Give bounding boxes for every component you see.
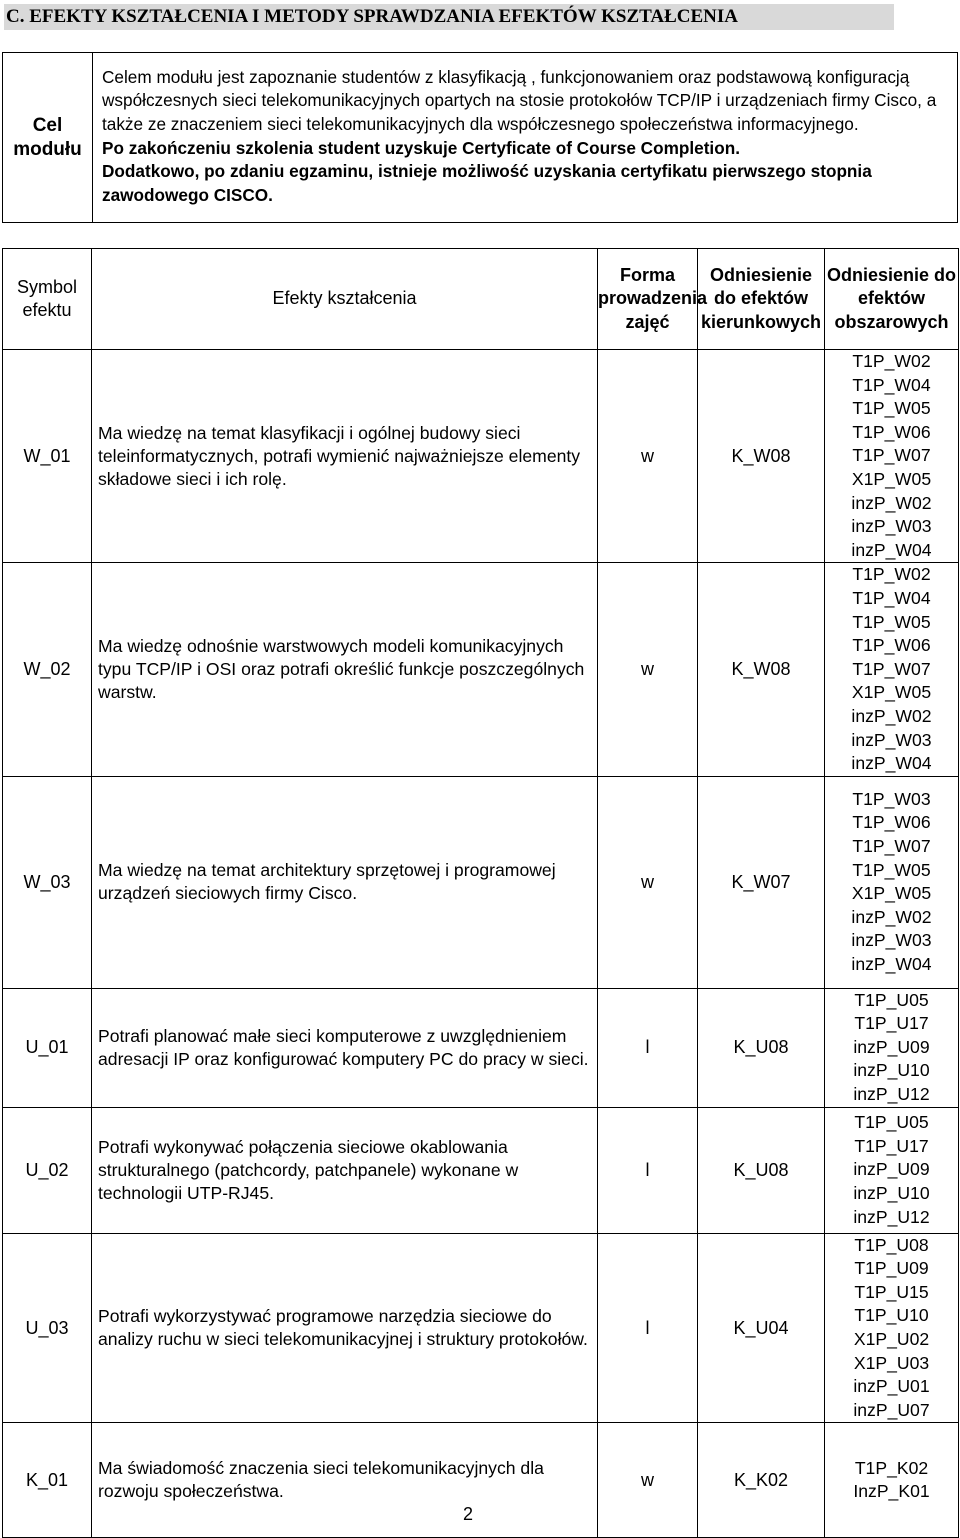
effect-description: Potrafi wykonywać połączenia sieciowe okablowania strukturalnego (patchcordy, patchpanele) wykonane w technologii UTP-RJ45. xyxy=(92,1107,598,1233)
area-effect-code: T1P_U05 xyxy=(854,989,929,1010)
area-effect-refs xyxy=(825,350,959,563)
area-effect-code: X1P_U03 xyxy=(853,1352,930,1373)
header-direction: Odniesienie do efektów kierunkowych xyxy=(698,249,825,350)
area-effect-code: inzP_U10 xyxy=(853,1060,930,1081)
direction-effect-ref: K_U08 xyxy=(698,988,825,1107)
direction-effect-ref: K_W07 xyxy=(698,776,825,988)
goal-text: Celem modułu jest zapoznanie studentów z klasyfikacją , funkcjonowaniem oraz podstawową konfiguracją współczesnych sieci telekomunikacyjnych opartych na stosie protokołów TCP/IP i urządzeniach firmy Cisco, a także ze znaczeniem sieci telekomunikacyjnych dla współczesnego społeczeństwa informacyjnego. xyxy=(102,66,937,134)
area-effect-refs xyxy=(825,1423,959,1538)
area-effect-code: T1P_W04 xyxy=(852,374,931,395)
area-effect-code: T1P_U10 xyxy=(854,1305,929,1326)
table-row xyxy=(3,350,959,563)
area-effect-code: inzP_W04 xyxy=(851,953,932,974)
area-effect-code: inzP_W03 xyxy=(851,729,932,750)
area-effect-code: T1P_W02 xyxy=(852,351,931,371)
section-title: C. EFEKTY KSZTAŁCENIA I METODY SPRAWDZANIA EFEKTÓW KSZTAŁCENIA xyxy=(4,4,894,30)
area-effect-code: T1P_U17 xyxy=(854,1135,929,1156)
area-effect-code: T1P_K02 xyxy=(854,1457,929,1478)
area-effect-code: inzP_W02 xyxy=(851,492,932,513)
area-effect-code: T1P_W07 xyxy=(852,658,931,679)
area-effect-code: T1P_W05 xyxy=(852,398,931,419)
goal-description xyxy=(93,53,958,223)
area-effect-code: T1P_W04 xyxy=(852,587,931,608)
page-number: 2 xyxy=(463,1504,474,1524)
area-effect-code: T1P_W07 xyxy=(852,445,931,466)
direction-effect-ref: K_U04 xyxy=(698,1233,825,1423)
area-effect-code: inzP_U09 xyxy=(853,1036,930,1057)
area-effect-code: T1P_U08 xyxy=(854,1234,929,1255)
table-row xyxy=(3,988,959,1107)
area-effect-code: inzP_W03 xyxy=(851,516,932,537)
module-goal-table xyxy=(2,52,958,223)
effect-description: Potrafi wykorzystywać programowe narzędzia sieciowe do analizy ruchu w sieci telekomunikacyjnej i struktury protokołów. xyxy=(92,1233,598,1423)
table-row xyxy=(3,1107,959,1233)
area-effect-code: inzP_U12 xyxy=(853,1206,930,1227)
area-effect-refs xyxy=(825,1107,959,1233)
goal-label-line1: Cel xyxy=(32,114,63,136)
class-form: w xyxy=(598,350,698,563)
direction-effect-ref: K_K02 xyxy=(698,1423,825,1538)
area-effect-code: inzP_W04 xyxy=(851,753,932,774)
goal-certificate-note: Po zakończeniu szkolenia student uzyskuje Certyficate of Course Completion. xyxy=(102,137,740,158)
goal-exam-note: Dodatkowo, po zdaniu egzaminu, istnieje możliwość uzyskania certyfikatu pierwszego stopnia zawodowego CISCO. xyxy=(102,161,872,205)
area-effect-code: T1P_W02 xyxy=(852,564,931,585)
direction-effect-ref: K_W08 xyxy=(698,350,825,563)
effect-description: Potrafi planować małe sieci komputerowe z uwzględnieniem adresacji IP oraz konfigurować komputery PC do pracy w sieci. xyxy=(92,988,598,1107)
area-effect-code: X1P_U02 xyxy=(853,1329,930,1350)
effect-symbol: U_03 xyxy=(3,1233,92,1423)
effect-symbol: W_02 xyxy=(3,563,92,776)
header-symbol: Symbol efektu xyxy=(3,249,92,350)
class-form: l xyxy=(598,1233,698,1423)
direction-effect-ref: K_W08 xyxy=(698,563,825,776)
effect-description: Ma wiedzę na temat architektury sprzętowej i programowej urządzeń sieciowych firmy Cisco. xyxy=(92,776,598,988)
area-effect-code: inzP_W02 xyxy=(851,705,932,726)
area-effect-code: inzP_W04 xyxy=(851,539,932,560)
area-effect-code: T1P_W06 xyxy=(852,635,931,656)
area-effect-code: X1P_W05 xyxy=(851,682,932,703)
area-effect-code: inzP_U09 xyxy=(853,1159,930,1180)
area-effect-code: T1P_W07 xyxy=(852,836,931,856)
area-effect-code: T1P_U15 xyxy=(854,1281,929,1302)
effect-symbol: U_02 xyxy=(3,1107,92,1233)
area-effect-refs xyxy=(825,988,959,1107)
table-row xyxy=(3,776,959,988)
class-form: w xyxy=(598,776,698,988)
table-header-row xyxy=(3,249,959,350)
area-effect-code: T1P_W06 xyxy=(852,812,931,833)
effect-symbol: U_01 xyxy=(3,988,92,1107)
class-form: w xyxy=(598,1423,698,1538)
header-form: Forma prowadzenia zajęć xyxy=(598,249,698,350)
area-effect-code: T1P_W06 xyxy=(852,421,931,442)
effect-description: Ma wiedzę odnośnie warstwowych modeli komunikacyjnych typu TCP/IP i OSI oraz potrafi określić funkcje poszczególnych warstw. xyxy=(92,563,598,776)
area-effect-code: T1P_U17 xyxy=(854,1013,929,1034)
area-effect-code: inzP_U07 xyxy=(853,1399,930,1420)
class-form: l xyxy=(598,988,698,1107)
effect-symbol: K_01 xyxy=(3,1423,92,1538)
area-effect-refs xyxy=(825,1233,959,1423)
area-effect-code: inzP_U01 xyxy=(853,1376,930,1397)
area-effect-code: T1P_W05 xyxy=(852,859,931,880)
table-row xyxy=(3,1233,959,1423)
effect-description: Ma świadomość znaczenia sieci telekomunikacyjnych dla rozwoju społeczeństwa. xyxy=(92,1423,598,1538)
area-effect-code: T1P_U09 xyxy=(854,1258,929,1279)
goal-label-line2: modułu xyxy=(13,138,82,160)
area-effect-refs xyxy=(825,776,959,988)
table-row xyxy=(3,1423,959,1538)
effect-description: Ma wiedzę na temat klasyfikacji i ogólnej budowy sieci teleinformatycznych, potrafi wymienić najważniejsze elementy składowe sieci i ich rolę. xyxy=(92,350,598,563)
area-effect-code: inzP_U10 xyxy=(853,1182,930,1203)
area-effect-code: X1P_W05 xyxy=(851,468,932,489)
area-effect-code: T1P_W05 xyxy=(852,611,931,632)
area-effect-code: inzP_U12 xyxy=(853,1084,930,1105)
area-effect-code: T1P_U05 xyxy=(854,1112,929,1133)
effect-symbol: W_03 xyxy=(3,776,92,988)
area-effect-code: X1P_W05 xyxy=(851,883,932,904)
class-form: l xyxy=(598,1107,698,1233)
direction-effect-ref: K_U08 xyxy=(698,1107,825,1233)
area-effect-code: InzP_K01 xyxy=(853,1481,930,1502)
header-effects: Efekty kształcenia xyxy=(92,249,598,350)
goal-label xyxy=(3,53,93,223)
area-effect-refs xyxy=(825,563,959,776)
area-effect-code: T1P_W03 xyxy=(852,788,931,809)
effect-symbol: W_01 xyxy=(3,350,92,563)
area-effect-code: inzP_W03 xyxy=(851,930,932,951)
area-effect-code: inzP_W02 xyxy=(851,906,932,927)
table-row xyxy=(3,563,959,776)
header-area: Odniesienie do efektów obszarowych xyxy=(825,249,959,350)
learning-effects-table xyxy=(2,248,959,1538)
class-form: w xyxy=(598,563,698,776)
